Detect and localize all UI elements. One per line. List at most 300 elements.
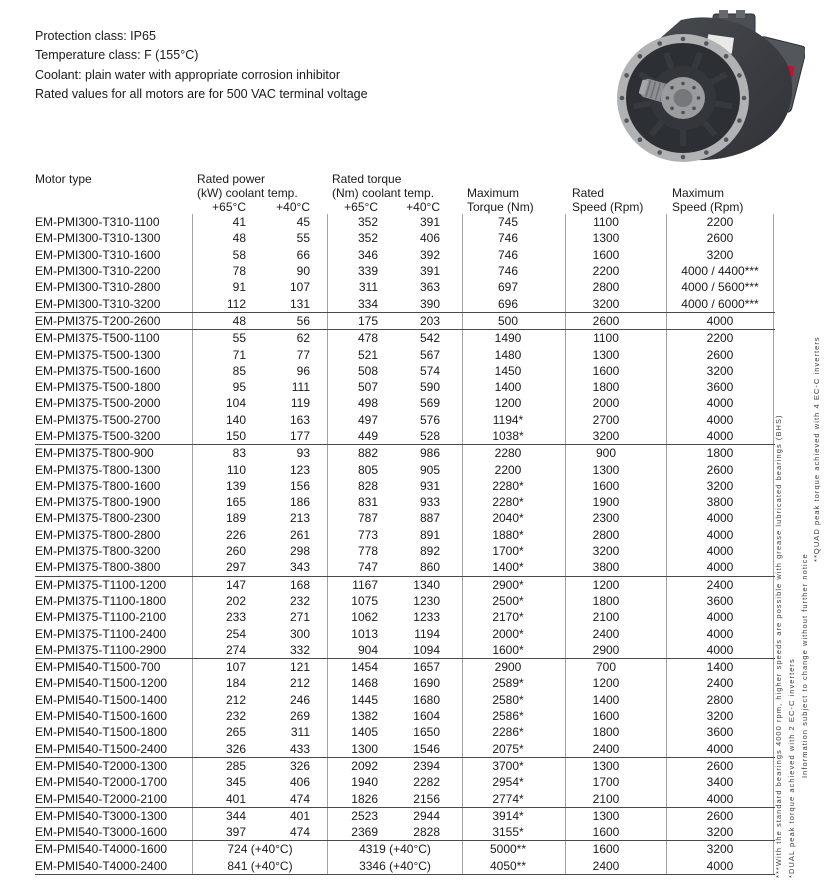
cell-torque-40: 567	[419, 347, 440, 362]
cell-torque-40: 2156	[413, 791, 440, 806]
cell-rated-speed: 3200	[565, 543, 666, 559]
cell-rated-speed: 2100	[565, 609, 666, 625]
cell-torque-40: 931	[419, 478, 440, 493]
cell-power-40: 474	[289, 791, 310, 806]
cell-gap	[314, 461, 327, 477]
cell-torque-40: 1680	[413, 692, 440, 707]
cell-torque-40: 392	[419, 247, 440, 262]
cell-gap	[444, 510, 462, 526]
cell-power-65: 140	[192, 412, 250, 428]
cell-max-speed: 4000	[666, 395, 774, 411]
header-power-65: +65°C	[212, 200, 246, 214]
header-rated-torque: Rated torque	[332, 172, 402, 186]
cell-max-torque: 1700*	[462, 543, 565, 559]
header-power-40: +40°C	[276, 200, 310, 214]
cell-power-65: 85	[192, 363, 250, 379]
cell-gap	[444, 642, 462, 658]
temperature-class-line: Temperature class: F (155°C)	[35, 48, 199, 63]
cell-max-speed: 2600	[666, 758, 774, 774]
cell-max-speed: 4000	[666, 642, 774, 658]
table-row	[35, 593, 775, 609]
cell-torque-65: 1405	[327, 724, 380, 740]
cell-torque-65: 1013	[327, 625, 380, 641]
table-row	[35, 808, 775, 824]
cell-rated-speed: 2100	[565, 790, 666, 806]
cell-torque-65: 334	[327, 295, 380, 311]
cell-torque-40: 363	[419, 280, 440, 295]
cell-torque-40: 892	[419, 544, 440, 559]
cell-max-torque: 2774*	[462, 790, 565, 806]
cell-power-65: 83	[192, 445, 250, 461]
table-row	[35, 263, 775, 279]
cell-gap	[314, 790, 327, 806]
cell-motor-type: EM-PMI375-T500-1600	[35, 363, 161, 378]
spec-table	[35, 172, 775, 875]
cell-motor-type: EM-PMI540-T3000-1600	[35, 825, 168, 840]
cell-torque-40: 1094	[413, 642, 440, 657]
table-row	[35, 279, 775, 295]
cell-max-speed: 4000	[666, 625, 774, 641]
cell-max-torque: 1600*	[462, 642, 565, 658]
cell-rated-speed: 1600	[565, 708, 666, 724]
cell-gap	[444, 279, 462, 295]
table-row	[35, 642, 775, 658]
cell-power-40: 96	[296, 363, 310, 378]
cell-torque-40: 933	[419, 495, 440, 510]
cell-max-torque: 2954*	[462, 774, 565, 790]
cell-max-torque: 2200	[462, 461, 565, 477]
cell-power-40: 298	[289, 544, 310, 559]
motor-group	[35, 445, 775, 576]
cell-gap	[444, 247, 462, 263]
cell-power-65: 78	[192, 263, 250, 279]
cell-power-40: 246	[289, 692, 310, 707]
cell-max-torque: 2280*	[462, 478, 565, 494]
cell-gap	[314, 214, 327, 230]
cell-gap	[444, 295, 462, 311]
cell-max-torque: 5000**	[462, 841, 565, 857]
cell-max-torque: 1450	[462, 363, 565, 379]
protection-class-line: Protection class: IP65	[35, 29, 156, 43]
cell-gap	[444, 543, 462, 559]
footnote-bearings: ***With the standard bearings 4000 rpm, higher speeds are possible with grease lubricated bearings (BHS)	[774, 414, 783, 878]
cell-torque-65: 1454	[327, 659, 380, 675]
table-row	[35, 559, 775, 575]
header-torque-sub: (Nm) coolant temp.	[332, 186, 435, 200]
table-row	[35, 659, 775, 675]
table-row	[35, 313, 775, 329]
cell-motor-type: EM-PMI300-T310-2800	[35, 280, 161, 295]
cell-max-speed: 4000	[666, 790, 774, 806]
cell-torque-65: 1300	[327, 741, 380, 757]
cell-rated-speed: 1900	[565, 494, 666, 510]
cell-gap	[314, 577, 327, 593]
cell-max-torque: 2580*	[462, 692, 565, 708]
cell-motor-type: EM-PMI540-T2000-1700	[35, 775, 168, 790]
cell-gap	[314, 247, 327, 263]
cell-gap	[314, 395, 327, 411]
footnote-info-subject: Information subject to change without further notice	[800, 553, 809, 778]
cell-gap	[314, 724, 327, 740]
cell-torque-40: 391	[419, 264, 440, 279]
cell-torque-40: 2944	[413, 808, 440, 823]
cell-gap	[314, 692, 327, 708]
cell-gap	[314, 428, 327, 444]
cell-torque-65: 1075	[327, 593, 380, 609]
cell-gap	[444, 774, 462, 790]
cell-torque-40: 1690	[413, 676, 440, 691]
cell-max-speed: 2400	[666, 577, 774, 593]
cell-power-40: 213	[289, 511, 310, 526]
cell-max-speed: 3800	[666, 494, 774, 510]
table-row	[35, 609, 775, 625]
cell-max-speed: 4000 / 6000***	[666, 295, 774, 311]
cell-max-torque: 1400*	[462, 559, 565, 575]
cell-gap	[444, 395, 462, 411]
cell-max-speed: 3600	[666, 724, 774, 740]
cell-power-65: 41	[192, 214, 250, 230]
cell-motor-type: EM-PMI300-T310-3200	[35, 296, 161, 311]
cell-gap	[444, 659, 462, 675]
cell-torque-65: 778	[327, 543, 380, 559]
header-power-sub: (kW) coolant temp.	[197, 186, 298, 200]
cell-power-65: 326	[192, 741, 250, 757]
table-row	[35, 841, 775, 857]
cell-torque-40: 203	[419, 313, 440, 328]
cell-gap	[314, 346, 327, 362]
cell-gap	[314, 494, 327, 510]
rated-values-line: Rated values for all motors are for 500 VAC terminal voltage	[35, 86, 368, 101]
cell-power-65: 147	[192, 577, 250, 593]
cell-gap	[444, 593, 462, 609]
cell-motor-type: EM-PMI375-T800-900	[35, 446, 154, 461]
table-row	[35, 625, 775, 641]
cell-gap	[314, 510, 327, 526]
cell-gap	[314, 230, 327, 246]
cell-power-65: 285	[192, 758, 250, 774]
cell-power-40: 121	[289, 660, 310, 675]
cell-torque-40: 860	[419, 560, 440, 575]
cell-power-40: 186	[289, 495, 310, 510]
cell-motor-type: EM-PMI540-T1500-2400	[35, 741, 168, 756]
cell-rated-speed: 2800	[565, 527, 666, 543]
cell-gap	[314, 279, 327, 295]
cell-motor-type: EM-PMI375-T800-3800	[35, 560, 161, 575]
cell-gap	[314, 824, 327, 840]
table-header-row-2	[35, 186, 775, 200]
cell-torque-40: 528	[419, 429, 440, 443]
table-row	[35, 346, 775, 362]
cell-power-40: 401	[289, 808, 310, 823]
table-row	[35, 858, 775, 874]
cell-gap	[314, 609, 327, 625]
cell-rated-speed: 1600	[565, 841, 666, 857]
cell-power-40: 123	[289, 462, 310, 477]
cell-rated-speed: 2400	[565, 858, 666, 874]
cell-torque-40: 390	[419, 296, 440, 311]
cell-power-65: 202	[192, 593, 250, 609]
cell-motor-type: EM-PMI375-T200-2600	[35, 313, 161, 328]
cell-max-torque: 1490	[462, 330, 565, 346]
cell-rated-speed: 3800	[565, 559, 666, 575]
cell-torque-65: 175	[327, 313, 380, 329]
cell-power-65: 58	[192, 247, 250, 263]
table-row	[35, 461, 775, 477]
cell-power-65: 226	[192, 527, 250, 543]
cell-gap	[444, 808, 462, 824]
cell-gap	[444, 428, 462, 444]
cell-motor-type: EM-PMI375-T1100-2900	[35, 642, 167, 657]
cell-power-65: 107	[192, 659, 250, 675]
cell-rated-speed: 1300	[565, 808, 666, 824]
cell-motor-type: EM-PMI375-T800-3200	[35, 544, 161, 559]
table-row	[35, 428, 775, 444]
cell-power-65: 48	[192, 313, 250, 329]
cell-gap	[314, 363, 327, 379]
table-row	[35, 741, 775, 757]
cell-power-40: 271	[289, 610, 310, 625]
cell-max-speed: 4000	[666, 559, 774, 575]
cell-motor-type: EM-PMI375-T500-1300	[35, 347, 161, 362]
cell-torque-40: 574	[419, 363, 440, 378]
cell-torque-65: 1167	[327, 577, 380, 593]
cell-gap	[444, 263, 462, 279]
header-rated-speed-2: Speed (Rpm)	[572, 200, 644, 214]
cell-torque-40: 576	[419, 412, 440, 427]
cell-torque-65: 498	[327, 395, 380, 411]
cell-rated-speed: 1800	[565, 593, 666, 609]
cell-gap	[314, 625, 327, 641]
cell-torque-40: 391	[419, 215, 440, 230]
cell-power-65: 184	[192, 675, 250, 691]
table-row	[35, 478, 775, 494]
cell-torque-40: 569	[419, 396, 440, 411]
cell-max-torque: 746	[462, 263, 565, 279]
cell-torque-65: 1468	[327, 675, 380, 691]
cell-max-speed: 4000	[666, 543, 774, 559]
header-max-speed-2: Speed (Rpm)	[672, 200, 744, 214]
cell-power-65: 110	[192, 461, 250, 477]
cell-gap	[314, 593, 327, 609]
cell-max-speed: 3200	[666, 708, 774, 724]
cell-power-40: 212	[289, 676, 310, 691]
cell-power-40: 45	[296, 215, 310, 230]
cell-gap	[314, 758, 327, 774]
cell-power-65: 345	[192, 774, 250, 790]
cell-max-speed: 4000	[666, 609, 774, 625]
table-row	[35, 577, 775, 593]
cell-max-torque: 1194*	[462, 412, 565, 428]
cell-torque-65: 773	[327, 527, 380, 543]
cell-power-65: 104	[192, 395, 250, 411]
cell-torque-65: 2092	[327, 758, 380, 774]
table-row	[35, 675, 775, 691]
cell-gap	[444, 330, 462, 346]
cell-max-speed: 2800	[666, 692, 774, 708]
cell-max-speed: 2600	[666, 808, 774, 824]
table-row	[35, 708, 775, 724]
cell-torque-40: 891	[419, 527, 440, 542]
cell-power-65: 95	[192, 379, 250, 395]
cell-power-40: 300	[289, 626, 310, 641]
table-row	[35, 494, 775, 510]
cell-rated-speed: 1200	[565, 577, 666, 593]
cell-gap	[314, 379, 327, 395]
cell-max-speed: 2600	[666, 346, 774, 362]
table-row	[35, 412, 775, 428]
cell-motor-type: EM-PMI540-T3000-1300	[35, 808, 168, 823]
cell-power-40: 232	[289, 593, 310, 608]
cell-motor-type: EM-PMI375-T800-1300	[35, 462, 161, 477]
cell-motor-type: EM-PMI375-T500-3200	[35, 429, 161, 443]
cell-torque-65: 521	[327, 346, 380, 362]
cell-power-40: 332	[289, 642, 310, 657]
cell-torque-65: 828	[327, 478, 380, 494]
cell-max-speed: 4000	[666, 741, 774, 757]
cell-torque-40: 1546	[413, 741, 440, 756]
cell-rated-speed: 1400	[565, 692, 666, 708]
table-row	[35, 527, 775, 543]
cell-gap	[444, 675, 462, 691]
cell-max-speed: 4000 / 4400***	[666, 263, 774, 279]
cell-gap	[444, 708, 462, 724]
cell-rated-speed: 900	[565, 445, 666, 461]
cell-rated-speed: 2400	[565, 625, 666, 641]
cell-gap	[444, 692, 462, 708]
cell-gap	[314, 559, 327, 575]
cell-gap	[314, 263, 327, 279]
motor-group	[35, 758, 775, 808]
cell-torque-40: 590	[419, 380, 440, 395]
cell-power-40: 343	[289, 560, 310, 575]
cell-power-65: 55	[192, 330, 250, 346]
cell-gap	[444, 379, 462, 395]
cell-motor-type: EM-PMI375-T800-2300	[35, 511, 161, 526]
header-rated-speed-1: Rated	[572, 186, 605, 200]
cell-torque-65: 497	[327, 412, 380, 428]
cell-power-40: 66	[296, 247, 310, 262]
cell-gap	[314, 330, 327, 346]
cell-gap	[444, 363, 462, 379]
cell-max-torque: 2000*	[462, 625, 565, 641]
table-body	[35, 214, 775, 875]
cell-power-65: 212	[192, 692, 250, 708]
cell-torque-40: 1650	[413, 725, 440, 740]
cell-rated-speed: 1600	[565, 824, 666, 840]
cell-power-65: 265	[192, 724, 250, 740]
cell-power-65: 401	[192, 790, 250, 806]
table-row	[35, 758, 775, 774]
cell-power-65: 71	[192, 346, 250, 362]
cell-rated-speed: 700	[565, 659, 666, 675]
cell-motor-type: EM-PMI540-T1500-1600	[35, 709, 168, 724]
cell-power-40: 90	[296, 264, 310, 279]
cell-max-torque: 2280*	[462, 494, 565, 510]
cell-gap	[444, 790, 462, 806]
cell-gap	[314, 543, 327, 559]
cell-rated-speed: 1100	[565, 214, 666, 230]
cell-max-speed: 4000 / 5600***	[666, 279, 774, 295]
header-torque-40: +40°C	[406, 200, 440, 214]
cell-max-speed: 4000	[666, 313, 774, 329]
cell-motor-type: EM-PMI375-T500-2000	[35, 396, 161, 411]
cell-max-torque: 746	[462, 247, 565, 263]
cell-motor-type: EM-PMI375-T800-2800	[35, 527, 161, 542]
cell-power-span: 724 (+40°C)	[192, 841, 327, 857]
cell-rated-speed: 1200	[565, 675, 666, 691]
cell-motor-type: EM-PMI540-T1500-1200	[35, 676, 168, 691]
cell-torque-65: 805	[327, 461, 380, 477]
table-row	[35, 230, 775, 246]
cell-max-torque: 2170*	[462, 609, 565, 625]
header-max-speed-1: Maximum	[672, 186, 725, 200]
cell-torque-65: 1940	[327, 774, 380, 790]
cell-motor-type: EM-PMI375-T1100-2100	[35, 610, 167, 625]
cell-torque-65: 1382	[327, 708, 380, 724]
cell-max-speed: 4000	[666, 527, 774, 543]
cell-torque-65: 311	[327, 279, 380, 295]
cell-max-torque: 1880*	[462, 527, 565, 543]
cell-gap	[444, 346, 462, 362]
cell-gap	[314, 774, 327, 790]
table-row	[35, 330, 775, 346]
cell-motor-type: EM-PMI540-T1500-1400	[35, 692, 168, 707]
cell-torque-40: 2828	[413, 825, 440, 840]
cell-max-torque: 2286*	[462, 724, 565, 740]
cell-gap	[444, 461, 462, 477]
cell-power-40: 474	[289, 825, 310, 840]
cell-power-40: 269	[289, 709, 310, 724]
cell-gap	[444, 478, 462, 494]
motor-group	[35, 577, 775, 659]
cell-rated-speed: 1100	[565, 330, 666, 346]
cell-max-torque: 3155*	[462, 824, 565, 840]
cell-power-40: 326	[289, 758, 310, 773]
cell-gap	[444, 724, 462, 740]
cell-max-speed: 3200	[666, 824, 774, 840]
motor-group	[35, 841, 775, 875]
cell-torque-40: 2282	[413, 775, 440, 790]
cell-torque-65: 2369	[327, 824, 380, 840]
cell-torque-40: 986	[419, 446, 440, 461]
cell-max-speed: 2200	[666, 330, 774, 346]
cell-gap	[444, 758, 462, 774]
cell-torque-65: 904	[327, 642, 380, 658]
cell-gap	[444, 559, 462, 575]
cell-motor-type: EM-PMI375-T500-2700	[35, 412, 161, 427]
table-row	[35, 790, 775, 806]
table-row	[35, 379, 775, 395]
cell-max-speed: 2600	[666, 461, 774, 477]
cell-torque-65: 1062	[327, 609, 380, 625]
cell-gap	[314, 295, 327, 311]
cell-rated-speed: 2200	[565, 263, 666, 279]
cell-torque-65: 508	[327, 363, 380, 379]
cell-power-65: 165	[192, 494, 250, 510]
footnote-dual: *DUAL peak torque achieved with 2 EC-C inverters	[787, 658, 796, 878]
cell-gap	[314, 741, 327, 757]
cell-torque-65: 1826	[327, 790, 380, 806]
cell-motor-type: EM-PMI540-T1500-700	[35, 660, 161, 675]
cell-max-torque: 2040*	[462, 510, 565, 526]
cell-rated-speed: 1300	[565, 758, 666, 774]
motor-group	[35, 330, 775, 445]
motor-group	[35, 313, 775, 330]
cell-motor-type: EM-PMI540-T4000-1600	[35, 842, 168, 857]
cell-max-torque: 745	[462, 214, 565, 230]
cell-gap	[314, 659, 327, 675]
cell-power-40: 433	[289, 741, 310, 756]
